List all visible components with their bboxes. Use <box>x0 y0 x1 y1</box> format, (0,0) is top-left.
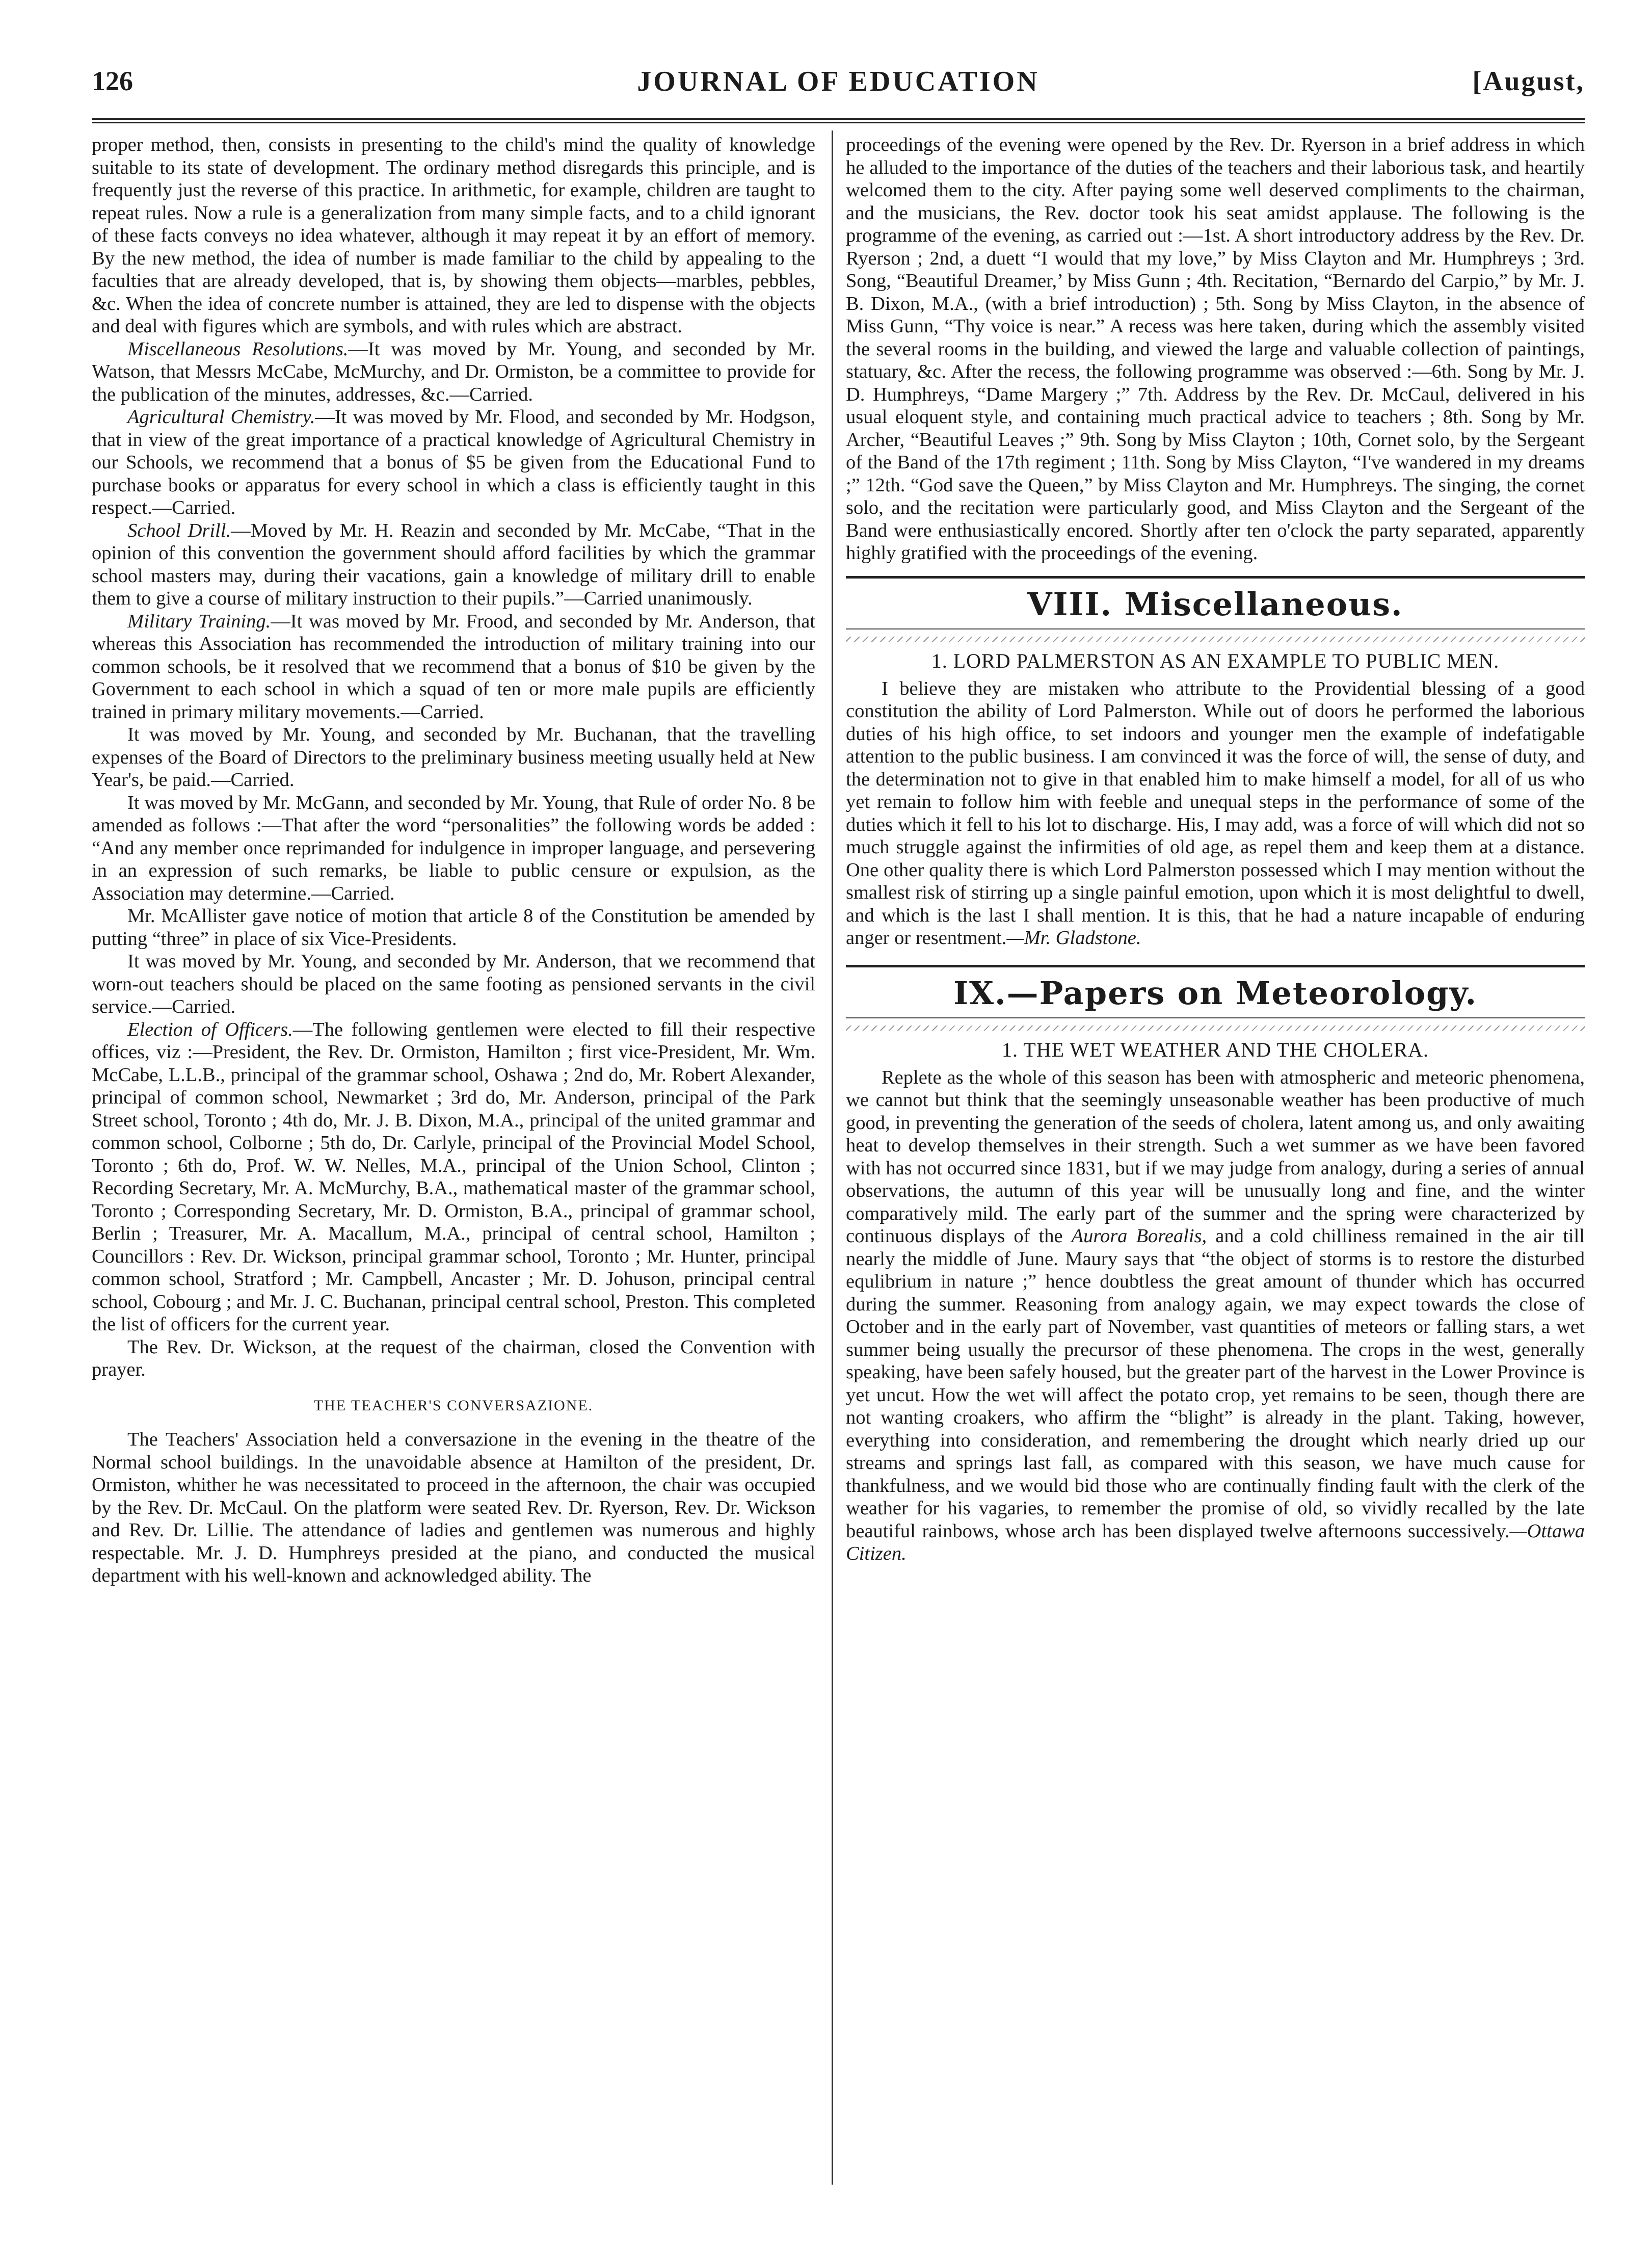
paragraph-notice-of-motion: Mr. McAllister gave notice of motion that article 8 of the Constitution be amended by putting “three” in place of six Vice-Presidents. <box>92 905 815 950</box>
aurora-borealis: Aurora Borealis, <box>1071 1225 1207 1247</box>
running-header <box>92 65 1585 116</box>
ornamental-rule-2 <box>846 1026 1585 1031</box>
subheading-school-drill: School Drill. <box>127 519 231 541</box>
column-separator <box>832 130 833 2185</box>
header-month: [August, <box>1472 66 1585 96</box>
paragraph-palmerston: I believe they are mistaken who attribute to the Providential blessing of a good constitution the ability of Lord Palmerston. While out of doors he performed the laborious duties of his high office, to set indoors and younger men the example of indefatigable attention to the public business. I am convinced it was the force of will, the sense of duty, and the determination not to give in that enabled him to make himself a model, for all of us who yet remain to follow him with feeble and unequal steps in the performance of some of the duties which it fell to his lot to discharge. His, I may add, was a force of will which did not so much struggle against the infirmities of old age, as repel them and keep them at a distance. One other quality there is which Lord Palmerston possessed which I may mention without the smallest risk of stirring up a single painful emotion, upon which it is most delightful to dwell, and which is the last I shall mention. It is this, that he had a nature incapable of enduring anger or resentment.—Mr. Gladstone. <box>846 677 1585 949</box>
paragraph-military-training: Military Training.—It was moved by Mr. Frood, and seconded by Mr. Anderson, that whereas this Association has recommended the introduction of military training into our common schools, be it resolved that we recommend that a bonus of $10 be given by the Government to each school in which a squad of ten or more male pupils are efficiently trained in primary military movements.—Carried. <box>92 610 815 723</box>
header-rule <box>92 118 1585 123</box>
section-title-miscellaneous: VIII. Miscellaneous. <box>1027 585 1403 623</box>
subheading-military-training: Military Training. <box>127 610 271 632</box>
paragraph-rule-of-order: It was moved by Mr. McGann, and seconded by Mr. Young, that Rule of order No. 8 be amended as follows :—That after the word “personalities” the following words be added : “And any member once reprimanded for indulgence in improper language, and persevering in an expression of such remarks, be liable to public censure or expulsion, as the Association may determine.—Carried. <box>92 792 815 904</box>
paragraph-method: proper method, then, consists in presenting to the child's mind the quality of knowledge suitable to its state of development. The ordinary method disregards this principle, and is frequently just the reverse of this practice. In arithmetic, for example, children are taught to repeat rules. Now a rule is a generalization from many simple facts, and to a child ignorant of these facts conveys no idea whatever, although it may repeat it by an effort of memory. By the new method, the idea of number is made familiar to the child by appealing to the faculties that are already developed, that is, by showing them objects—marbles, pebbles, &c. When the idea of concrete number is attained, they are led to dispense with the objects and deal with figures which are symbols, and with rules which are abstract. <box>92 134 815 337</box>
paragraph-wet-weather: Replete as the whole of this season has been with atmospheric and meteoric phenomena, we cannot but think that the seemingly unseasonable weather has been productive of much good, in preventing the generation of the seeds of cholera, latent among us, and only awaiting heat to develop themselves in their strength. Such a wet summer as we have been favored with has not occurred since 1831, but if we may judge from analogy, during a series of annual observations, the autumn of this year will be unusually long and fine, and the winter comparatively mild. The early part of the summer and the spring were characterized by continuous displays of the Aurora Borealis, and a cold chilliness remained in the air till nearly the middle of June. Maury says that “the object of storms is to restore the disturbed equlibrium in nature ;” hence doubtless the great amount of thunder which has occurred during the summer. Reasoning from analogy again, we may expect towards the close of October and in the early part of November, vast quantities of meteors or falling stars, a wet summer being usually the precursor of these phenomena. The crops in the west, generally speaking, have been safely housed, but the greater part of the harvest in the Lower Province is yet uncut. How the wet will affect the potato crop, yet remains to be seen, though there are not wanting croakers, who affirm the “blight” is already in the plant. Taking, however, everything into consideration, and remembering the drought which nearly dried up our streams and springs last fall, as compared with this season, we have much cause for thankfulness, and we would bid those who are continually finding fault with the clerk of the weather for his vagaries, to remember the promise of old, so vividly recalled by the late beautiful rainbows, whose arch has been displayed twelve afternoons successively.—Ottawa Citizen. <box>846 1066 1585 1564</box>
article-title-palmerston: 1. LORD PALMERSTON AS AN EXAMPLE TO PUBLIC MEN. <box>931 649 1500 672</box>
left-column <box>92 134 815 1587</box>
right-column <box>846 134 1585 1565</box>
article-title-wet-weather: 1. THE WET WEATHER AND THE CHOLERA. <box>1002 1038 1429 1061</box>
subheading-election-of-officers: Election of Officers. <box>127 1018 293 1040</box>
section-gap <box>846 950 1585 954</box>
paragraph-worn-out-teachers: It was moved by Mr. Young, and seconded by Mr. Anderson, that we recommend that worn-out teachers should be placed on the same footing as pensioned servants in the civil service.—Carried. <box>92 951 815 1017</box>
paragraph-closing-prayer: The Rev. Dr. Wickson, at the request of the chairman, closed the Convention with prayer. <box>92 1336 815 1380</box>
conversazione-heading: THE TEACHER'S CONVERSAZIONE. <box>313 1397 594 1414</box>
source-gladstone: —Mr. Gladstone. <box>1006 927 1141 949</box>
paragraph-travelling-expenses: It was moved by Mr. Young, and seconded by Mr. Buchanan, that the travelling expenses of the Board of Directors to the preliminary business meeting usually held at New Year's, be paid.—Carried. <box>92 724 815 791</box>
paragraph-misc-resolutions: Miscellaneous Resolutions.—It was moved by Mr. Young, and seconded by Mr. Watson, that Messrs McCabe, McMurchy, and Dr. Ormiston, be a committee to provide for the publication of the minutes, addresses, &c.—Carried. <box>92 338 815 405</box>
journal-title: JOURNAL OF EDUCATION <box>637 66 1040 97</box>
section-heading-ix <box>846 965 1585 1018</box>
paragraph-election-of-officers: Election of Officers.—The following gentlemen were elected to fill their respective offices, viz :—President, the Rev. Dr. Ormiston, Hamilton ; first vice-President, Mr. Wm. McCabe, L.L.B., principal of the grammar school, Oshawa ; 2nd do, Mr. Robert Alexander, principal of common school, Newmarket ; 3rd do, Mr. Anderson, principal of the Park Street school, Toronto ; 4th do, Mr. J. B. Dixon, M.A., principal of the united grammar and common school, Colborne ; 5th do, Dr. Carlyle, principal of the Provincial Model School, Toronto ; 6th do, Prof. W. W. Nelles, M.A., principal of the Union School, Clinton ; Recording Secretary, Mr. A. McMurchy, B.A., mathematical master of the grammar school, Toronto ; Corresponding Secretary, Mr. D. Ormiston, B.A., principal of grammar school, Berlin ; Treasurer, Mr. A. Macallum, M.A., principal of central school, Hamilton ; Councillors : Rev. Dr. Wickson, principal grammar school, Toronto ; Mr. Hunter, principal common school, Stratford ; Mr. Campbell, Ancaster ; Mr. D. Johuson, principal central school, Cobourg ; and Mr. J. C. Buchanan, principal central school, Preston. This completed the list of officers for the current year. <box>92 1018 815 1335</box>
section-heading-viii <box>846 576 1585 629</box>
source-ottawa-citizen: —Ottawa Citizen. <box>846 1520 1585 1564</box>
section-title-meteorology: IX.—Papers on Meteorology. <box>953 974 1478 1012</box>
paragraph-proceedings: proceedings of the evening were opened by the Rev. Dr. Ryerson in a brief address in which he alluded to the importance of the duties of the teachers and their laborious task, and heartily welcomed them to the city. After paying some well deserved compliments to the chairman, and the musicians, the Rev. doctor took his seat amidst applause. The following is the programme of the evening, as carried out :—1st. A short introductory address by the Rev. Dr. Ryerson ; 2nd, a duett “I would that my love,” by Miss Clayton and Mr. Humphreys ; 3rd. Song, “Beautiful Dreamer,’ by Miss Gunn ; 4th. Recitation, “Bernardo del Carpio,” by Mr. J. B. Dixon, M.A., (with a brief introduction) ; 5th. Song by Miss Clayton, in the absence of Miss Gunn, “Thy voice is near.” A recess was here taken, during which the assembly visited the several rooms in the building, and viewed the large and valuable collection of paintings, statuary, &c. After the recess, the following programme was observed :—6th. Song by Mr. J. D. Humphreys, “Dame Margery ;” 7th. Address by the Rev. Dr. McCaul, delivered in his usual eloquent style, and containing much practical advice to teachers ; 8th. Song by Mr. Archer, “Beautiful Leaves ;” 9th. Song by Miss Clayton ; 10th, Cornet solo, by the Sergeant of the Band of the 17th regiment ; 11th. Song by Miss Clayton, “I've wandered in my dreams ;” 12th. “God save the Queen,” by Miss Clayton and Mr. Humphreys. The singing, the cornet solo, and the recitation were particularly good, and Miss Clayton and the Sergeant of the Band were enthusiastically encored. Shortly after ten o'clock the party separated, apparently highly gratified with the proceedings of the evening. <box>846 134 1585 564</box>
paragraph-school-drill: School Drill.—Moved by Mr. H. Reazin and seconded by Mr. McCabe, “That in the opinion of this convention the government should afford facilities by which the grammar school masters may, during their vacations, gain a knowledge of military drill to enable them to give a course of military instruction to their pupils.”—Carried unanimously. <box>92 519 815 609</box>
subheading-agricultural-chemistry: Agricultural Chemistry. <box>127 406 315 428</box>
subheading-misc-resolutions: Miscellaneous Resolutions. <box>127 338 349 360</box>
paragraph-agricultural-chemistry: Agricultural Chemistry.—It was moved by Mr. Flood, and seconded by Mr. Hodgson, that in view of the great importance of a practical knowledge of Agricultural Chemistry in our Schools, we recommend that a bonus of $5 be given from the Educational Fund to purchase books or apparatus for every school in which a class is efficiently taught in this respect.—Carried. <box>92 406 816 518</box>
paragraph-conversazione: The Teachers' Association held a conversazione in the evening in the theatre of the Normal school buildings. In the unavoidable absence at Hamilton of the president, Dr. Ormiston, whither he was necessitated to proceed in the afternoon, the chair was occupied by the Rev. Dr. McCaul. On the platform were seated Rev. Dr. Ryerson, Rev. Dr. Wickson and Rev. Dr. Lillie. The attendance of ladies and gentlemen was numerous and highly respectable. Mr. J. D. Humphreys presided at the piano, and conducted the musical department with his well-known and acknowledged ability. The <box>92 1429 815 1586</box>
ornamental-rule <box>846 637 1585 642</box>
page-number: 126 <box>92 66 133 96</box>
